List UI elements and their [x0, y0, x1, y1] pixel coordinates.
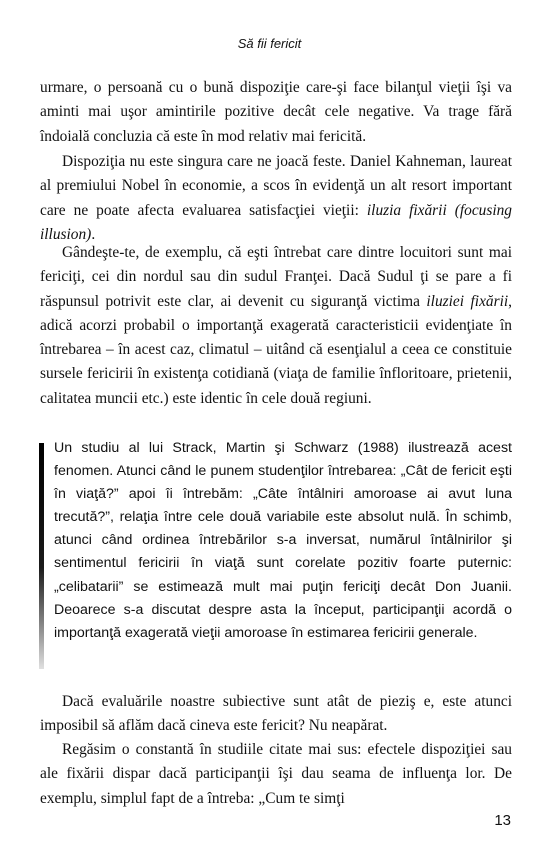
- paragraph-continuation: urmare, o persoană cu o bună dispoziţie care-şi face bilanţul vieţii îşi va aminti mai uşor amintirile pozitive decât cele negative. Va trage fără îndoială concluzia că este în mod relativ mai fericită.: [40, 79, 512, 145]
- sidebar-accent-bar: [39, 443, 44, 669]
- paragraph-kahneman: [40, 150, 512, 247]
- running-header: Să fii fericit: [237, 36, 302, 51]
- page-number: 13: [494, 812, 511, 829]
- paragraph-france-example: [40, 241, 512, 411]
- paragraph-kahneman-text: Dispoziţia nu este singura care ne joacă feste. Daniel Kahneman, laureat al premiului Nobel în economie, a scos în evidenţă un alt resort important care ne poate afecta evaluarea satisfacţiei vieţii:: [40, 153, 512, 219]
- paragraph-france-text-b: , adică acorzi probabil o importanţă exagerată caracteristicii evidenţiate în întrebarea – în acest caz, climatul – uitând că esenţialul a ceea ce constituie sursele fericirii în existenţa cotidiană (viaţa de familie înfloritoare, prietenii, calitatea muncii etc.) este identic în cele două regiuni.: [40, 292, 512, 407]
- study-sidebar-box: [54, 437, 512, 645]
- paragraph-kahneman-end: .: [91, 225, 96, 243]
- study-sidebar-text: Un studiu al lui Strack, Martin şi Schwarz (1988) ilustrează acest fenomen. Atunci când le punem studenţilor întrebarea: „Cât de fericit eşti în viaţă?” apoi îi întrebăm: „Câte întâlniri amoroase ai avut luna trecută?”, relaţia între cele două variabile este absolut nulă. În schimb, atunci când ordinea întrebărilor s-a inversat, numărul întâlnirilor şi sentimentul fericirii în viaţă sunt corelate pozitiv foarte puternic: „celibatarii” se estimează mult mai puţin fericiţi decât Don Juanii. Deoarece s-a discutat despre asta la început, participanţii acordă o importanţă exagerată vieţii amoroase în estimarea fericirii generale.: [54, 440, 512, 641]
- paragraph-constant: Regăsim o constantă în studiile citate mai sus: efectele dispoziţiei sau ale fixării dispar dacă participanţii îşi dau seama de influenţa lor. De exemplu, simplul fapt de a întreba: „Cum te simţi: [40, 741, 512, 807]
- paragraph-france-text-a: Gândeşte-te, de exemplu, că eşti întrebat care dintre locuitori sunt mai fericiţi, cei din nordul sau din sudul Franţei. Dacă Sudul ţi se pare a fi răspunsul potrivit este clar, ai devenit cu siguranţă victima: [40, 244, 512, 310]
- focusing-illusion-term: iluzia fixării (focusing illusion): [40, 201, 513, 243]
- fixation-illusion-term: iluziei fixării: [426, 292, 509, 310]
- paragraph-subjective-evaluations: Dacă evaluările noastre subiective sunt atât de pieziş e, este atunci imposibil să aflăm dacă cineva este fericit? Nu neapărat.: [40, 693, 512, 735]
